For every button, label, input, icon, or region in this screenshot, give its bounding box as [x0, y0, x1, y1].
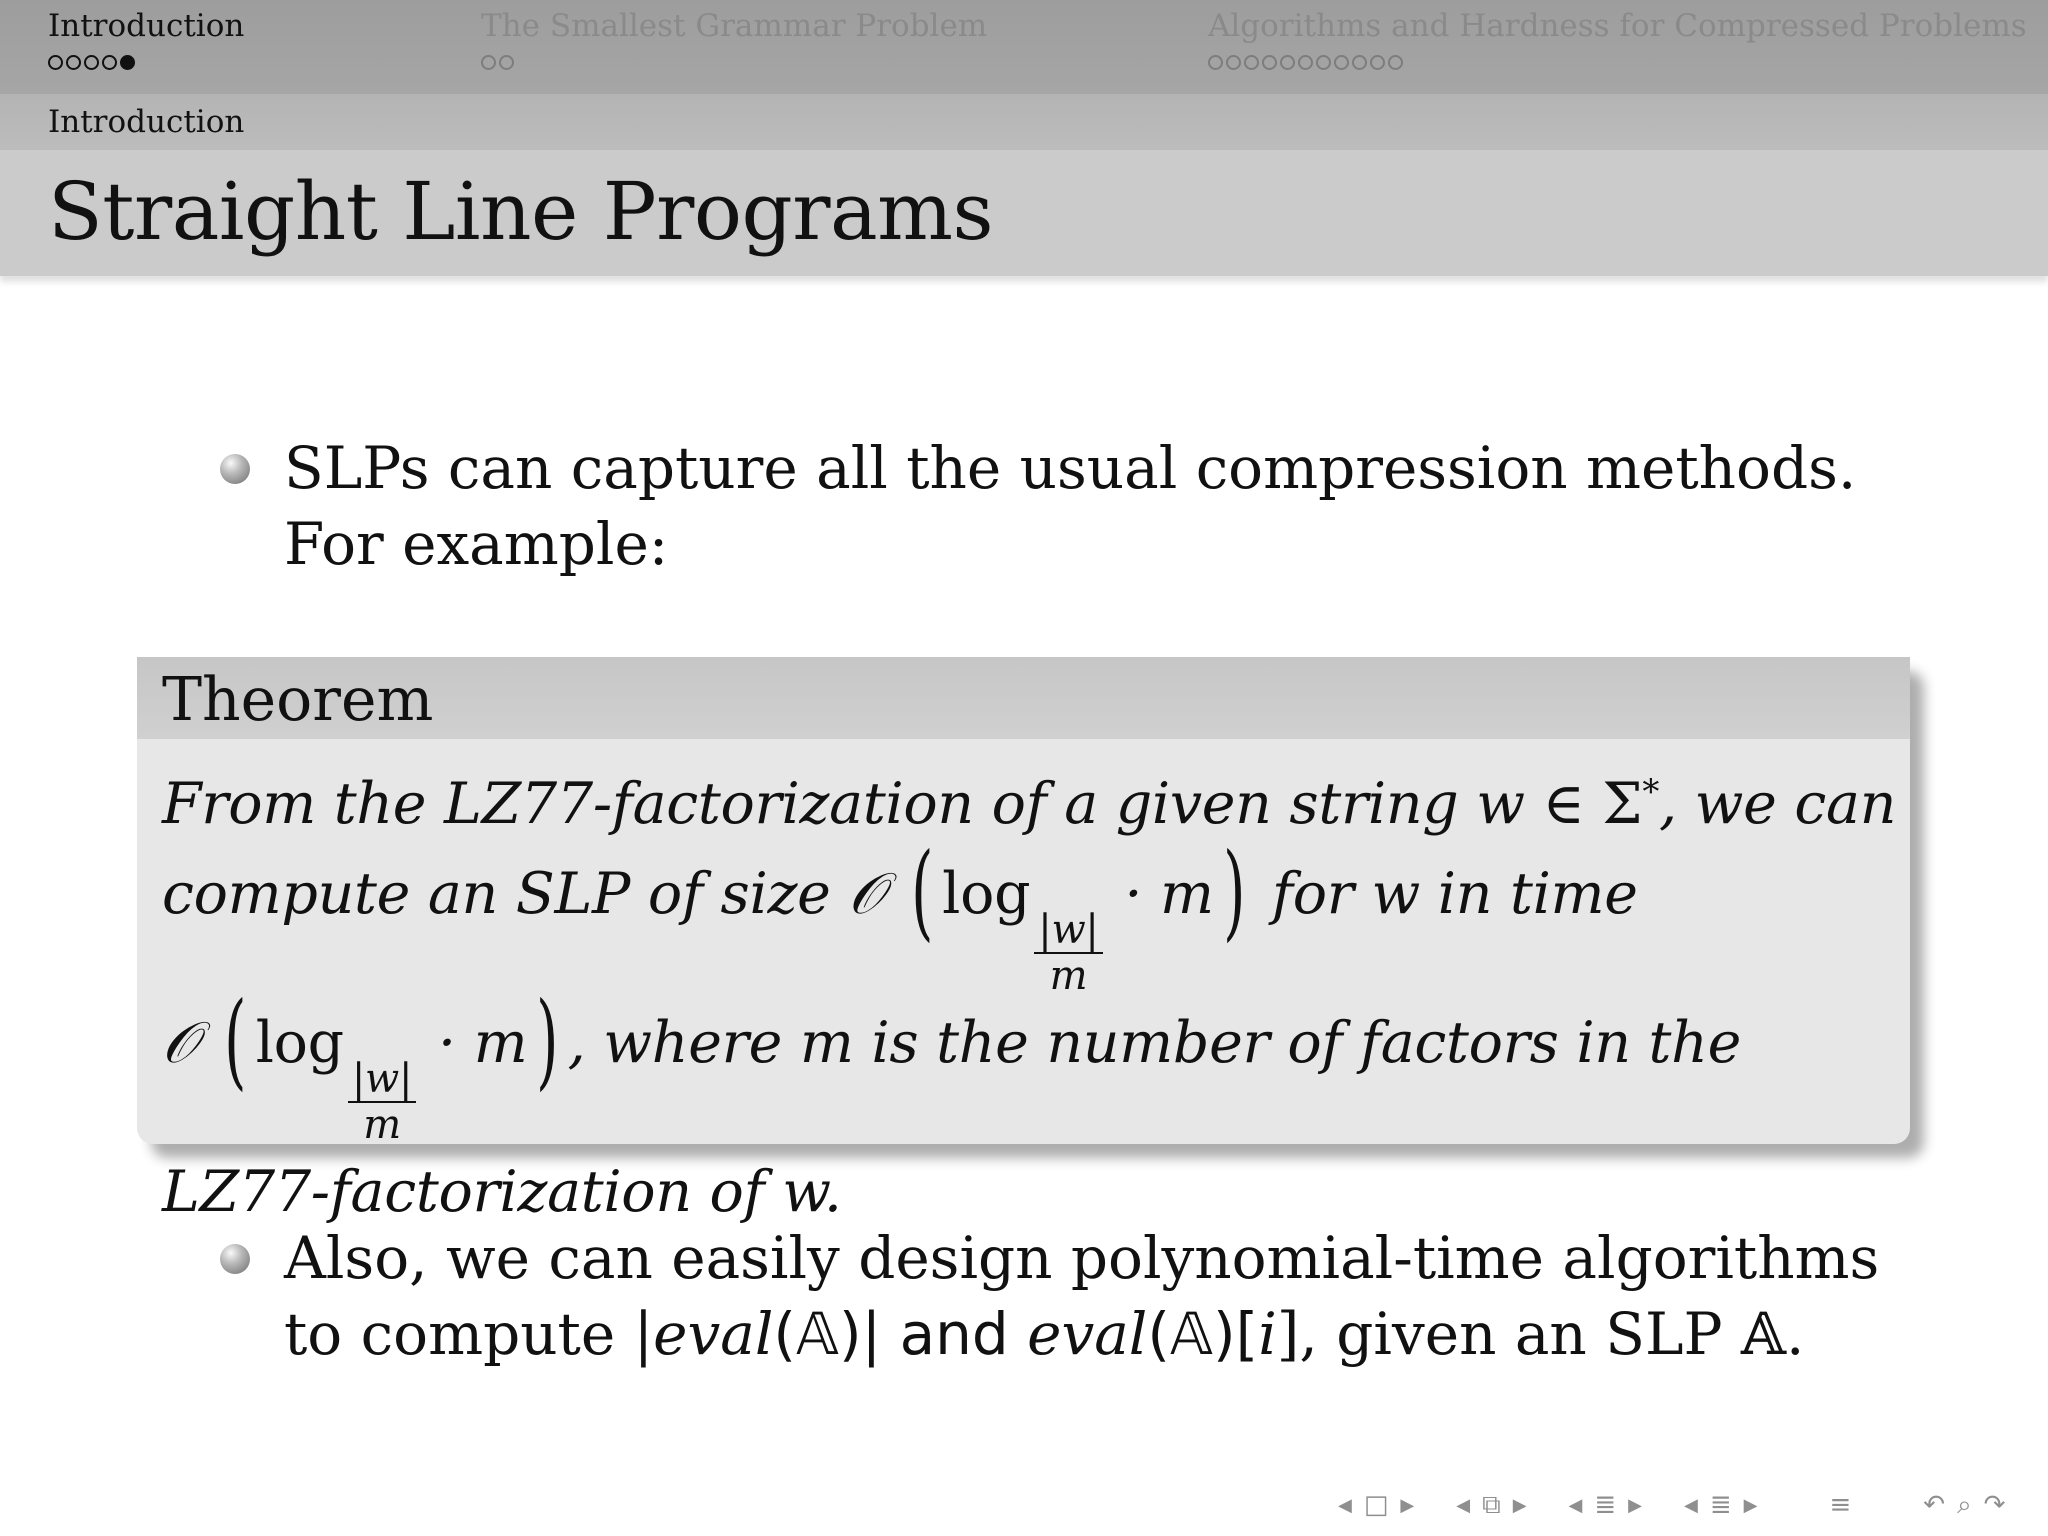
- subsection-title[interactable]: Introduction: [48, 104, 245, 140]
- slide-dots: [48, 52, 244, 72]
- subsection-bar: [0, 94, 2048, 150]
- bullet-text: [284, 1220, 1924, 1372]
- forward-icon[interactable]: ↷: [1983, 1490, 2006, 1520]
- slide-dot[interactable]: [66, 55, 81, 70]
- beamer-navigation-symbols: [1338, 1490, 2005, 1520]
- current-slide-dot[interactable]: [120, 55, 135, 70]
- nav-section-title[interactable]: The Smallest Grammar Problem: [481, 8, 988, 44]
- subsection-icon[interactable]: ≣: [1594, 1490, 1617, 1520]
- nav-section-smallest-grammar[interactable]: [481, 6, 987, 72]
- math-element-of: ∈ Σ: [1524, 771, 1643, 837]
- frame-title-bar: [0, 150, 2048, 276]
- theorem-text: w.: [782, 1159, 842, 1225]
- appendix-icon[interactable]: ≡: [1829, 1490, 1852, 1520]
- slide-icon[interactable]: ≣: [1709, 1490, 1732, 1520]
- theorem-text: From the LZ77-factorization of a given string: [162, 771, 1477, 837]
- nav-section-algorithms-hardness[interactable]: [1208, 6, 2027, 72]
- arrow-left-icon[interactable]: ◀: [1568, 1494, 1583, 1516]
- fraction-denominator: m: [363, 1102, 401, 1148]
- arrow-right-icon[interactable]: ▶: [1743, 1494, 1758, 1516]
- bullet-text-part: (𝔸)| and: [773, 1300, 1028, 1368]
- theorem-title: Theorem: [162, 665, 434, 735]
- slide-dot[interactable]: [1244, 55, 1259, 70]
- math-log: log: [942, 861, 1031, 927]
- theorem-header: [137, 657, 1910, 739]
- math-log: log: [255, 1010, 344, 1076]
- fraction-numerator: |w|: [348, 1057, 416, 1103]
- theorem-body: [162, 747, 1897, 1237]
- math-big-o: 𝒪: [162, 1010, 216, 1076]
- slide-dot[interactable]: [1370, 55, 1385, 70]
- slide-dot[interactable]: [84, 55, 99, 70]
- math-kleene-star: *: [1642, 772, 1660, 812]
- slide-dot[interactable]: [1208, 55, 1223, 70]
- math-eval: eval: [1027, 1300, 1148, 1368]
- section-icon[interactable]: ⧉: [1482, 1489, 1501, 1520]
- arrow-left-icon[interactable]: ◀: [1684, 1494, 1698, 1516]
- slide-dot[interactable]: [1226, 55, 1241, 70]
- math-eval: eval: [653, 1300, 774, 1368]
- nav-section-introduction[interactable]: [48, 6, 244, 72]
- slide-dot[interactable]: [102, 55, 117, 70]
- theorem-text: , where m is the number of factors in the LZ77-factorization of: [162, 1010, 1742, 1225]
- slide-dot[interactable]: [48, 55, 63, 70]
- math-var-w: w: [1371, 861, 1420, 927]
- close-paren: ): [1222, 830, 1246, 952]
- slide-dot[interactable]: [1262, 55, 1277, 70]
- math-fraction: [1034, 908, 1102, 998]
- bullet-text-part: Also, we can easily design polynomial-time algorithms to compute |: [284, 1224, 1880, 1368]
- open-paren: (: [910, 830, 934, 952]
- bullet-ball-icon: [220, 454, 250, 484]
- arrow-right-icon[interactable]: ▶: [1628, 1494, 1643, 1516]
- nav-section-title[interactable]: Introduction: [48, 8, 245, 44]
- bullet-ball-icon: [220, 1244, 250, 1274]
- fraction-numerator: |w|: [1034, 908, 1102, 954]
- theorem-block: [137, 657, 1910, 1225]
- frame-title: Straight Line Programs: [48, 165, 994, 258]
- math-fraction: [348, 1057, 416, 1147]
- bullet-text-part: (𝔸)[: [1147, 1300, 1259, 1368]
- slide-dots: [1208, 52, 2027, 72]
- section-navigation-bar: [0, 0, 2048, 94]
- slide-dot[interactable]: [1316, 55, 1331, 70]
- open-paren: (: [224, 979, 247, 1101]
- slide-dot[interactable]: [1352, 55, 1367, 70]
- theorem-text: , we can compute an SLP of size 𝒪: [162, 771, 1897, 927]
- math-times-m: · m: [1106, 861, 1214, 927]
- slide-dot[interactable]: [1298, 55, 1313, 70]
- math-times-m: · m: [420, 1010, 528, 1076]
- slide-dot[interactable]: [1334, 55, 1349, 70]
- nav-section-title[interactable]: Algorithms and Hardness for Compressed Problems: [1208, 8, 2027, 44]
- bullet-text: SLPs can capture all the usual compression methods. For example:: [284, 434, 1857, 578]
- arrow-right-icon[interactable]: ▶: [1512, 1494, 1527, 1516]
- bullet-text-part: ], given an SLP 𝔸.: [1276, 1300, 1805, 1368]
- math-var-w: w: [1476, 771, 1525, 837]
- theorem-text: for: [1254, 861, 1372, 927]
- arrow-right-icon[interactable]: ▶: [1400, 1494, 1415, 1516]
- math-var-i: i: [1258, 1300, 1277, 1368]
- fraction-denominator: m: [1049, 953, 1088, 999]
- frame-icon[interactable]: □: [1363, 1490, 1389, 1520]
- slide-dot[interactable]: [1280, 55, 1295, 70]
- slide-dot[interactable]: [481, 55, 496, 70]
- slide-dot[interactable]: [499, 55, 514, 70]
- slide-dots: [481, 52, 987, 72]
- arrow-left-icon[interactable]: ◀: [1338, 1494, 1352, 1516]
- back-icon[interactable]: ↶: [1923, 1490, 1946, 1520]
- theorem-text: in time: [1419, 861, 1638, 927]
- arrow-left-icon[interactable]: ◀: [1456, 1494, 1471, 1516]
- slide-dot[interactable]: [1388, 55, 1403, 70]
- search-icon[interactable]: ⌕: [1957, 1489, 1972, 1520]
- close-paren: ): [536, 979, 559, 1101]
